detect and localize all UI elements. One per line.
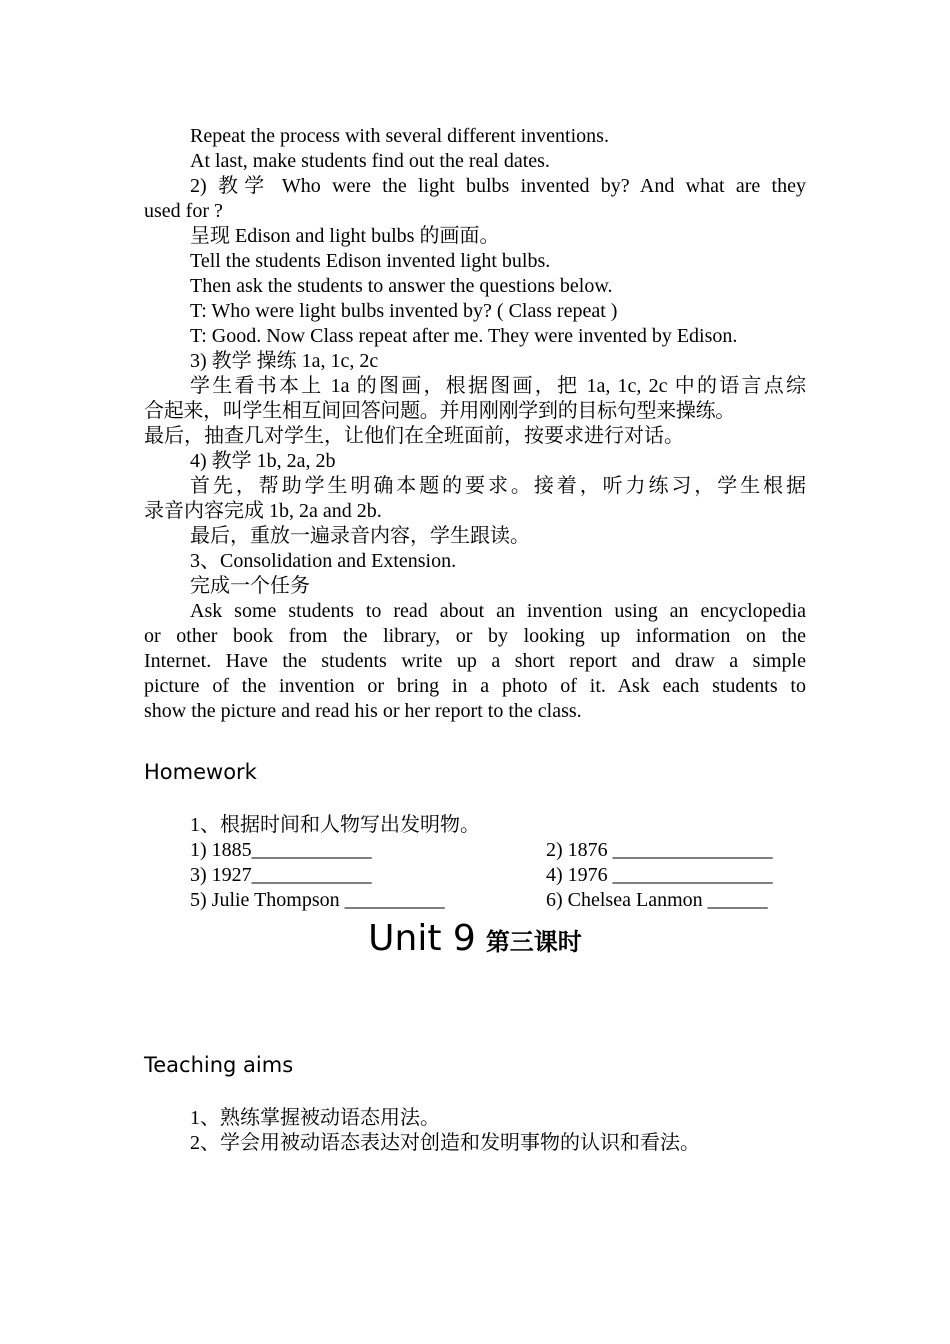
lesson-label: 第三课时: [485, 928, 582, 956]
text-line: 学生看书本上 1a 的图画，根据图画，把 1a, 1c, 2c 中的语言点综: [190, 375, 806, 397]
homework-item: 6) Chelsea Lanmon ______: [546, 889, 768, 911]
text-line: 2) 教学 Who were the light bulbs invented by? And what are they: [190, 175, 806, 197]
paragraph-line: show the picture and read his or her report to the class.: [144, 700, 582, 722]
homework-item: 5) Julie Thompson __________: [190, 889, 445, 911]
text-line: Tell the students Edison invented light bulbs.: [190, 250, 551, 272]
text-line: Repeat the process with several different inventions.: [190, 125, 609, 147]
text-line: 3) 教学 操练 1a, 1c, 2c: [190, 350, 379, 372]
homework-item: 1) 1885____________: [190, 839, 372, 861]
paragraph-line: Ask some students to read about an invention using an encyclopedia: [190, 600, 806, 622]
homework-item: 3) 1927____________: [190, 864, 372, 886]
homework-heading: Homework: [144, 760, 257, 784]
text-line: At last, make students find out the real dates.: [190, 150, 550, 172]
text-line: T: Good. Now Class repeat after me. They were invented by Edison.: [190, 325, 738, 347]
text-line: Then ask the students to answer the questions below.: [190, 275, 613, 297]
text-line: 合起来，叫学生相互间回答问题。并用刚刚学到的目标句型来操练。: [144, 400, 735, 422]
text-line: used for ?: [144, 200, 223, 222]
teaching-aims-heading: Teaching aims: [144, 1053, 294, 1077]
text-line: 最后，抽查几对学生，让他们在全班面前，按要求进行对话。: [144, 425, 684, 447]
text-line: 首先，帮助学生明确本题的要求。接着，听力练习，学生根据: [190, 475, 806, 497]
unit-number: Unit 9: [368, 918, 476, 959]
paragraph-line: or other book from the library, or by looking up information on the: [144, 625, 806, 647]
text-line: 录音内容完成 1b, 2a and 2b.: [144, 500, 382, 522]
homework-intro: 1、根据时间和人物写出发明物。: [190, 814, 480, 836]
aim-item: 1、熟练掌握被动语态用法。: [190, 1107, 440, 1129]
paragraph-line: picture of the invention or bring in a photo of it. Ask each students to: [144, 675, 806, 697]
homework-row: [144, 838, 806, 863]
aim-item: 2、学会用被动语态表达对创造和发明事物的认识和看法。: [190, 1132, 700, 1154]
homework-item: 2) 1876 ________________: [546, 839, 773, 861]
paragraph-line: Internet. Have the students write up a short report and draw a simple: [144, 650, 806, 672]
text-line: 完成一个任务: [190, 575, 310, 597]
text-line: 呈现 Edison and light bulbs 的画面。: [190, 225, 500, 247]
homework-row: [144, 863, 806, 888]
homework-row: [144, 888, 806, 913]
text-line: 最后，重放一遍录音内容，学生跟读。: [190, 525, 530, 547]
text-line: 3、Consolidation and Extension.: [190, 550, 457, 572]
teaching-aims-list: [144, 1106, 806, 1156]
homework-section: [144, 813, 806, 913]
unit-title: [0, 914, 950, 964]
lesson-procedure: [144, 124, 806, 724]
text-line: T: Who were light bulbs invented by? ( Class repeat ): [190, 300, 618, 322]
text-line: 4) 教学 1b, 2a, 2b: [190, 450, 336, 472]
homework-item: 4) 1976 ________________: [546, 864, 773, 886]
